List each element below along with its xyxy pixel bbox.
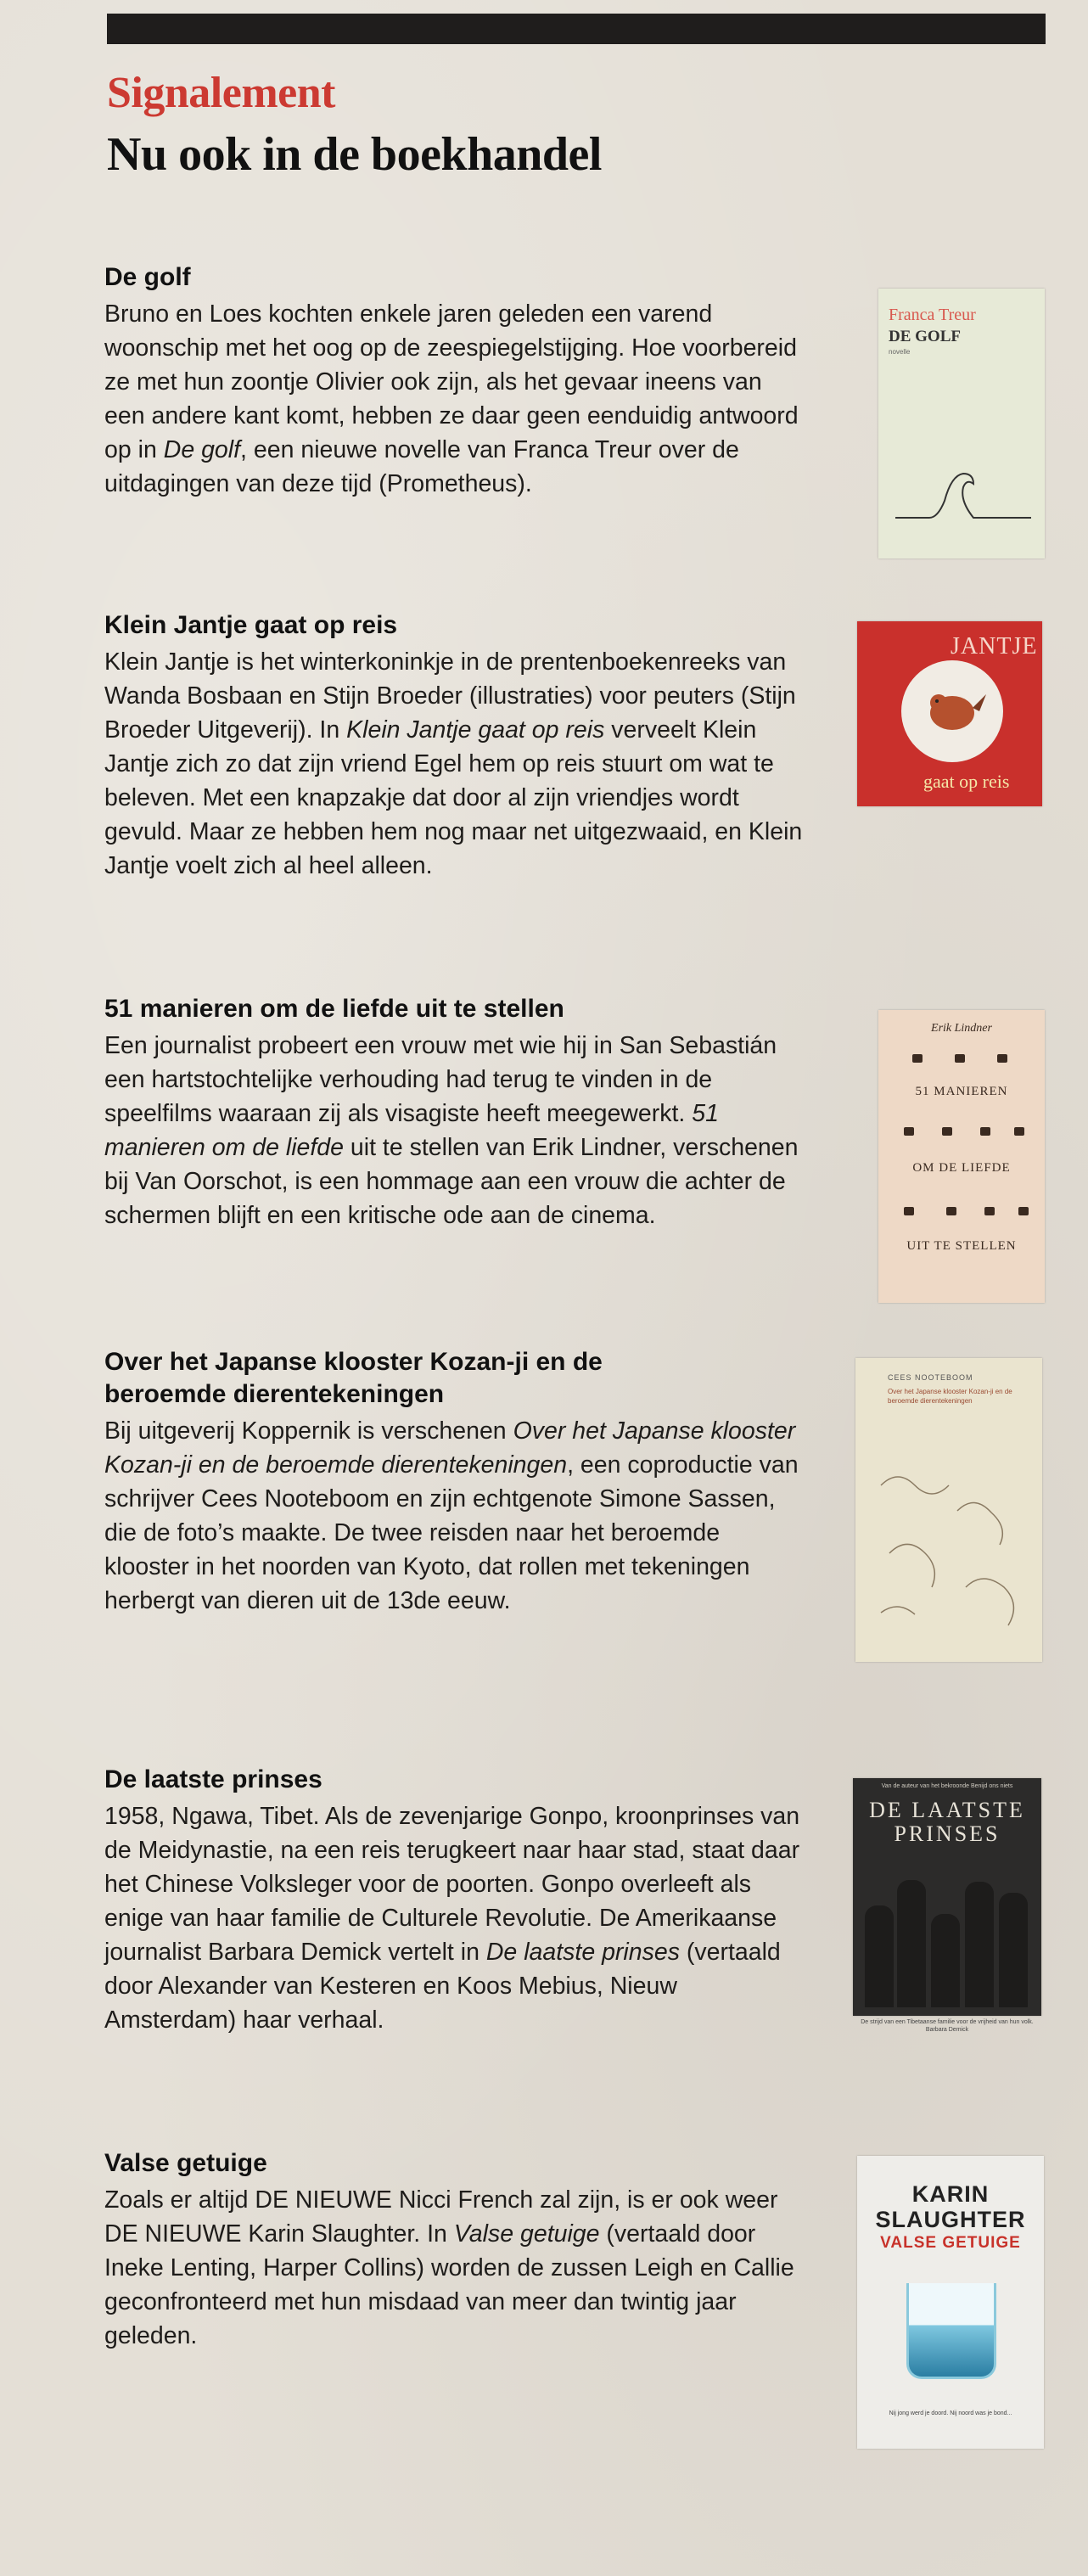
top-rule-bar [107,14,1046,44]
film-reel-icon [955,1054,965,1063]
cover-title: DE GOLF [889,328,961,345]
body-text-run: Een journalist probeert een vrouw met wie hij in San Sebastián een hartstochtelijke verhouding had terug te vinden in de speelfilms waaraan zij als visagiste heeft meegewerkt. [104,1032,777,1127]
cover-tagline: Nij jong werd je doord. Nij noord was je bond... [889,2410,1012,2416]
body-text-run: (vertaald door Ineke Lenting, Harper Collins) worden de zussen Leigh en Callie geconfronteerd met hun misdaad van meer dan twintig jaar geleden. [104,2220,794,2349]
book-cover-laatste-prinses [853,1778,1041,2016]
cover-author: Erik Lindner [931,1022,992,1035]
spotlight-icon [1014,1127,1024,1136]
review-entry-laatste-prinses [104,1764,809,2037]
body-text-run: , een nieuwe novelle van Franca Treur over de uitdagingen van deze tijd (Prometheus). [104,436,739,497]
cover-subtitle: gaat op reis [923,771,1010,792]
body-text-run: uit te stellen van Erik Lindner, verschenen bij Van Oorschot, is een hommage aan een vrouw die achter de schermen blijft en een kritische ode aan de cinema. [104,1134,799,1229]
entry-title: 51 manieren om de liefde uit te stellen [104,995,564,1023]
review-entry-51-manieren [104,993,809,1232]
star-icon [1018,1207,1029,1215]
body-text-run: Bij uitgeverij Koppernik is verschenen [104,1417,513,1445]
book-title-italic: Klein Jantje gaat op reis [346,716,605,744]
figure-silhouette [897,1880,926,2007]
cover-top-line: Van de auteur van het bekroonde Benijd ons niets [881,1783,1013,1789]
book-title-italic: 51 manieren om de liefde [104,1100,719,1161]
book-title-italic: Valse getuige [453,2220,600,2248]
clapper-icon [980,1127,990,1136]
wren-illustration-icon [901,660,1003,762]
camera-icon [984,1207,995,1215]
entry-title: Valse getuige [104,2149,267,2177]
entry-body [104,645,809,883]
wave-icon [895,458,1031,526]
page-headline: Nu ook in de boekhandel [107,128,602,181]
entry-title: Klein Jantje gaat op reis [104,611,398,639]
cover-author-2: SLAUGHTER [875,2207,1026,2232]
figure-silhouette [931,1914,960,2007]
book-cover-de-golf [878,289,1045,558]
book-cover-klein-jantje [857,621,1042,806]
cover-author: CEES NOOTEBOOM [888,1373,973,1382]
book-title-italic: Over het Japanse klooster Kozan-ji en de beroemde dierentekeningen [104,1417,796,1479]
book-cover-51-manieren [878,1010,1045,1303]
glass-icon [906,2283,996,2379]
bird-icon [901,660,1003,762]
cover-title-line-2: OM DE LIEFDE [912,1161,1011,1175]
brush-icon [942,1127,952,1136]
entry-body [104,297,809,501]
entry-body [104,1414,809,1618]
lips-icon [904,1127,914,1136]
review-entry-valse-getuige [104,2147,809,2353]
body-text-run: Bruno en Loes kochten enkele jaren geleden een varend woonschip met het oog op de zeespiegelstijging. Hoe voorbereid ze met hun zoontje Olivier ook zijn, als het gevaar ineens van een andere kant komt, hebben ze daar geen eenduidig antwoord op in [104,300,799,463]
cover-author: Franca Treur [889,306,976,324]
cover-title: Over het Japanse klooster Kozan-ji en de beroemde dierentekeningen [888,1388,1012,1405]
cover-title-line-1: 51 MANIEREN [915,1085,1008,1098]
cover-title: VALSE GETUIGE [880,2234,1021,2252]
cover-title-2: PRINSES [894,1821,1001,1846]
cover-title-line-3: UIT TE STELLEN [906,1239,1017,1253]
body-text-run: , een coproductie van schrijver Cees Nooteboom en zijn echtgenote Simone Sassen, die de foto’s maakte. De twee reisden naar het beroemde klooster in het noorden van Kyoto, dat rollen met tekeningen herbergt van dieren uit de 13de eeuw. [104,1451,799,1614]
figure-silhouette [999,1893,1028,2007]
book-cover-valse-getuige [857,2156,1044,2449]
cover-title-1: DE LAATSTE [869,1798,1025,1822]
cover-caption: De strijd van een Tibetaanse familie voor de vrijheid van hun volk. Barbara Demick [861,2019,1034,2033]
body-text-run: Klein Jantje is het winterkoninkje in de prentenboekenreeks van Wanda Bosbaan en Stijn Broeder (illustraties) voor peuters (Stijn Broeder Uitgeverij). In [104,648,796,744]
review-entry-de-golf [104,261,809,501]
review-entry-kozan-ji [104,1346,799,1618]
entry-title: De laatste prinses [104,1765,322,1793]
entry-body [104,1799,809,2037]
scissors-icon [946,1207,956,1215]
book-title-italic: De laatste prinses [485,1939,680,1966]
book-title-italic: De golf [163,436,241,463]
cover-author-1: KARIN [911,2181,990,2207]
entry-title: De golf [104,263,191,291]
lamp-icon [997,1054,1007,1063]
entry-body [104,1029,809,1232]
body-text-run: Zoals er altijd DE NIEUWE Nicci French zal zijn, is er ook weer DE NIEUWE Karin Slaughter. In [104,2186,778,2248]
cover-title: JANTJE [951,633,1038,659]
camera-icon [912,1054,923,1063]
body-text-run: (vertaald door Alexander van Kesteren en Koos Mebius, Nieuw Amsterdam) haar verhaal. [104,1939,781,2034]
figure-silhouette [965,1882,994,2007]
cover-subtitle: novelle [889,348,911,356]
figure-silhouette [865,1905,894,2007]
review-entry-klein-jantje [104,609,809,883]
book-cover-kozan-ji [855,1358,1042,1662]
section-kicker: Signalement [107,69,335,117]
body-text-run: 1958, Ngawa, Tibet. Als de zevenjarige Gonpo, kroonprinses van de Meidynastie, na een reis terugkeert naar haar stad, staat daar het Chinese Volksleger voor de poorten. Gonpo overleeft als enige van haar familie de Culturele Revolutie. De Amerikaanse journalist Barbara Demick vertelt in [104,1803,800,1966]
body-text-run: verveelt Klein Jantje zich zo dat zijn vriend Egel hem op reis stuurt om wat te beleven. Met een knapzakje dat door al zijn vriendjes wordt gevuld. Maar ze hebben hem nog maar net uitgezwaaid, en Klein Jantje voelt zich al heel alleen. [104,716,803,879]
entry-body [104,2183,809,2353]
entry-title: Over het Japanse klooster Kozan-ji en de beroemde dierentekeningen [104,1348,603,1408]
chair-icon [904,1207,914,1215]
animal-scroll-drawing-icon [864,1451,1034,1647]
